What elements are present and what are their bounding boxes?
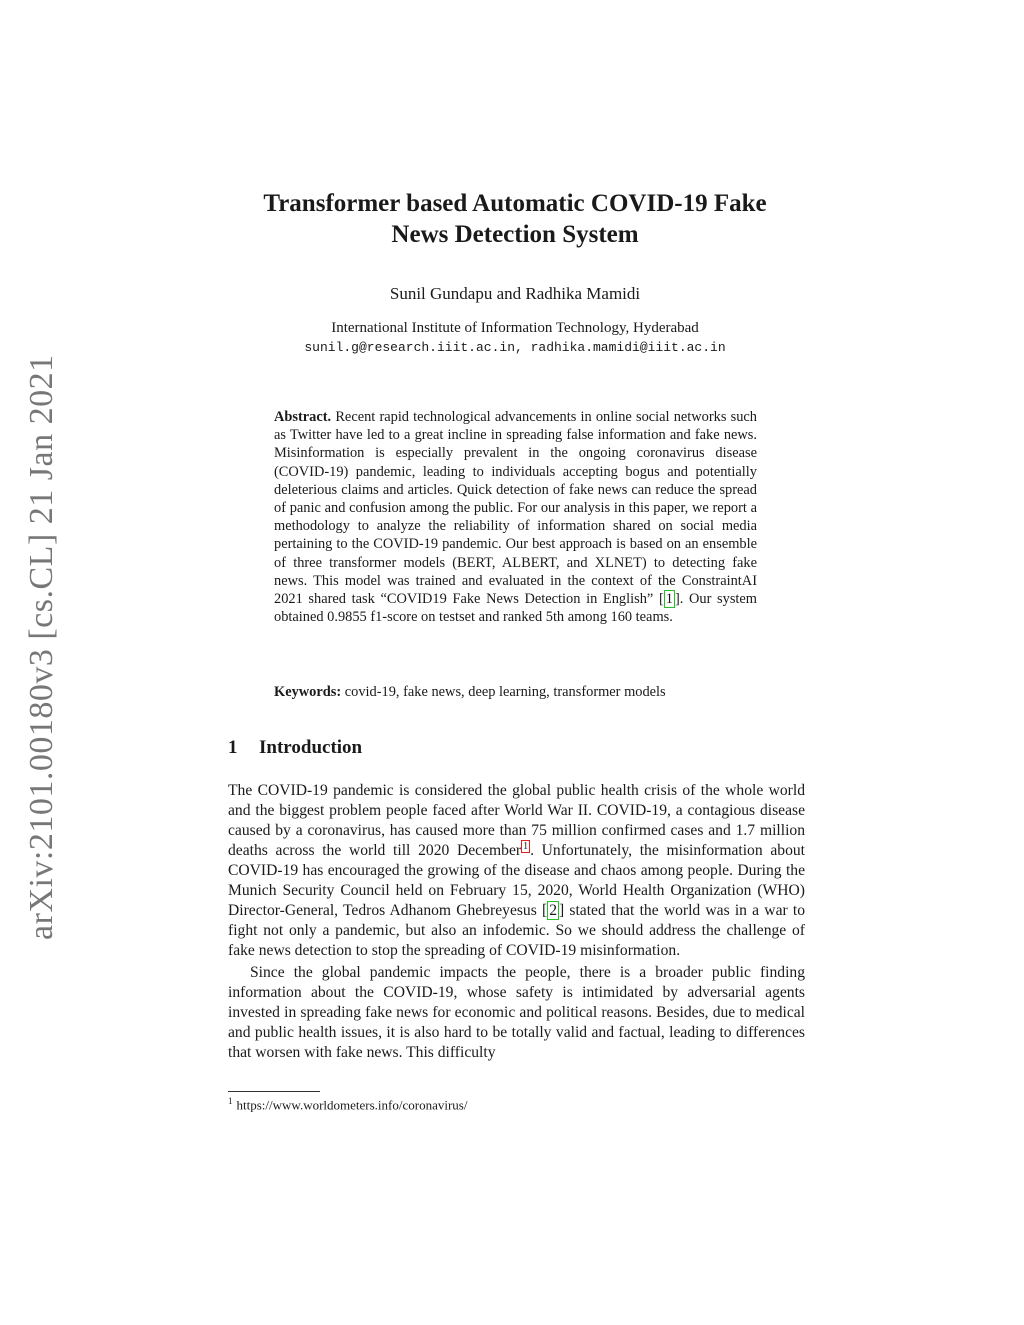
abstract-label: Abstract. [274,409,332,425]
intro-body [228,781,805,1063]
abstract: Abstract. Recent rapid technological advancements in online social networks such as Twitter have led to a great incline in spreading false information and fake news. Misinformation is especially prevalent in the ongoing coronavirus disease (COVID-19) pandemic, leading to individuals accepting bogus and potentially deleterious claims and articles. Quick detection of fake news can reduce the spread of panic and confusion among the public. For our analysis in this paper, we report a methodology to analyze the reliability of information shared on social media pertaining to the COVID-19 pandemic. Our best approach is based on an ensemble of three transformer models (BERT, ALBERT, and XLNET) to detecting fake news. This model was trained and evaluated in the context of the ConstraintAI 2021 shared task “COVID19 Fake News Detection in English” [ 1 ]. Our system obtained 0.9855 f1-score on testset and ranked 5th among 160 teams. [274,409,758,626]
footnote-url[interactable]: https://www.worldometers.info/coronavirus/ [236,1097,468,1113]
authors: Sunil Gundapu and Radhika Mamidi [389,284,641,303]
footnote-link[interactable]: 1 [523,840,529,852]
title-line-1: Transformer based Automatic COVID-19 Fake [263,190,767,217]
paragraph-1-text-b: . Unfortunately, the misinformation about COVID-19 has encouraged the growing of the disease and chaos among people. During the Munich Security Council held on February 15, 2020, World Health Organization (WHO) Director-General, Tedros Adhanom Ghebreyesus [228,842,805,919]
paragraph-1-text-c: stated that the world was in a war to fight not only a pandemic, but also an infodemic. So we should address the challenge of fake news detection to stop the spreading of COVID-19 misinformation. [228,902,806,959]
footnote-divider [228,1091,320,1092]
affiliation: International Institute of Information Technology, Hyderabad [331,320,699,336]
abstract-text: Recent rapid technological advancements in online social networks such as Twitter have led to a great incline in spreading false information and fake news. Misinformation is especially prevalent in the ongoing coronavirus disease (COVID-19) pandemic, leading to individuals accepting bogus and potentially deleterious claims and articles. Quick detection of fake news can reduce the spread of panic and confusion among the public. For our analysis in this paper, we report a methodology to analyze the reliability of information shared on social media pertaining to the COVID-19 pandemic. Our best approach is based on an ensemble of three transformer models (BERT, ALBERT, and XLNET) to detecting fake news. This model was trained and evaluated in the context of the ConstraintAI 2021 shared task “COVID19 Fake News Detection in English” [274,409,757,608]
keywords-text: covid-19, fake news, deep learning, transformer models [344,684,666,700]
section-number: 1 [228,737,238,758]
citation-link-2[interactable]: 2 [549,902,557,919]
title-line-2: News Detection System [391,221,639,248]
abstract-text-end: . Our system obtained 0.9855 f1-score on testset and ranked 5th among 160 teams. [274,591,758,626]
arxiv-stamp[interactable]: arXiv:2101.00180v3 [cs.CL] 21 Jan 2021 [23,354,60,940]
keywords-label: Keywords: [274,684,342,700]
paper-title [200,188,830,250]
keywords [274,684,757,701]
intro-paragraph-1: The COVID-19 pandemic is considered the global public health crisis of the whole world and the biggest problem people faced after World War II. COVID-19, a contagious disease caused by a coronavirus, has caused more than 75 million confirmed cases and 1.7 million deaths across the world till 2020 December $^1$ . Unfortunately, the misinformation about COVID-19 has encouraged the growing of the disease and chaos among people. During the Munich Security Council held on February 15, 2020, World Health Organization (WHO) Director-General, Tedros Adhanom Ghebreyesus [ 2 ] stated that the world was in a war to fight not only a pandemic, but also an infodemic. So we should address the challenge of fake news detection to stop the spreading of COVID-19 misinformation. [228,782,806,959]
section-title: Introduction [259,737,363,758]
paragraph-1-text-a: The COVID-19 pandemic is considered the global public health crisis of the whole world and the biggest problem people faced after World War II. COVID-19, a contagious disease caused by a coronavirus, has caused more than 75 million confirmed cases and 1.7 million deaths across the world till 2020 December [228,782,805,859]
abstract-citation-link[interactable]: 1 [665,591,673,608]
section-heading [228,737,362,759]
intro-paragraph-2: Since the global pandemic impacts the people, there is a broader public finding information about the COVID-19, whose safety is intimidated by adversarial agents invested in spreading fake news for economic and political reasons. Besides, due to medical and public health issues, it is also hard to be totally valid and factual, leading to differences that worsen with fake news. This difficulty [228,964,805,1061]
author-emails[interactable]: sunil.g@research.iiit.ac.in, radhika.mamidi@iiit.ac.in [304,340,726,355]
footnote [228,1096,805,1113]
footnote-number: 1 [228,1096,233,1106]
